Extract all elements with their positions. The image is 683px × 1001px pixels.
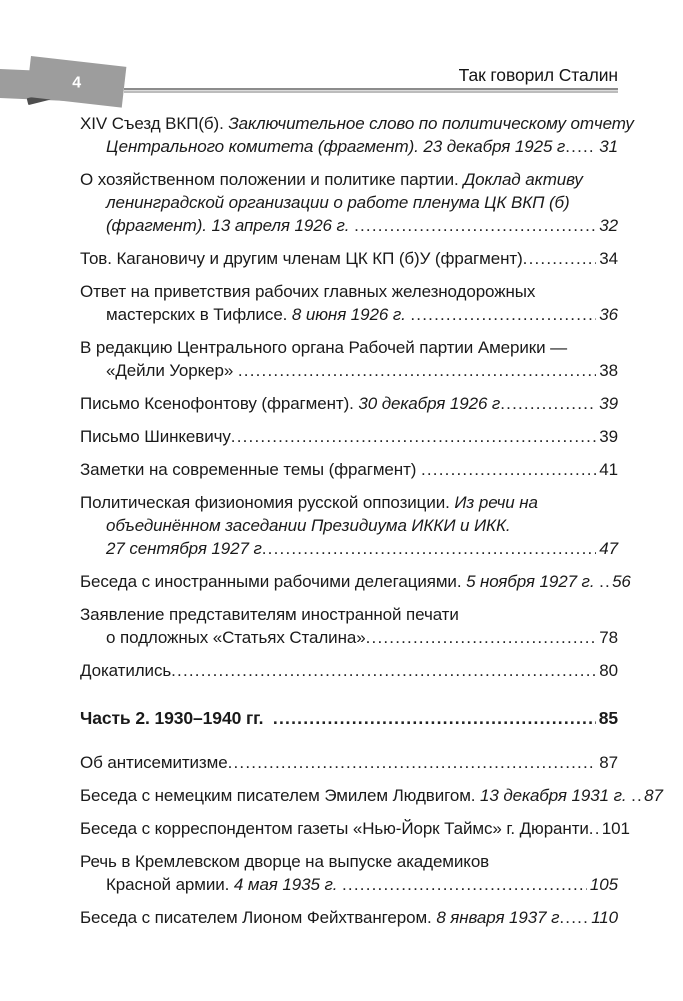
toc-entry <box>80 392 618 415</box>
toc-line <box>80 303 618 326</box>
toc-entry <box>80 603 618 649</box>
toc-text: Заключительное слово по политическому отчету <box>228 114 634 133</box>
toc-text: В редакцию Центрального органа Рабочей партии Америки — <box>80 338 568 357</box>
toc-text: 8 января 1937 г <box>436 908 560 927</box>
dot-leader <box>500 392 596 415</box>
toc-page-number: 31 <box>599 137 618 156</box>
toc-text: Докатились <box>80 661 172 680</box>
dot-leader <box>410 303 596 326</box>
toc-page-number: 36 <box>599 305 618 324</box>
toc-entry <box>80 425 618 448</box>
toc-text: Письмо Шинкевичу <box>80 427 231 446</box>
toc-text: Политическая физиономия русской оппозиции. <box>80 493 455 512</box>
toc-entry <box>80 168 618 237</box>
toc-text: Доклад активу <box>463 170 583 189</box>
toc-text: Красной армии. <box>106 875 234 894</box>
toc-text: 13 декабря 1931 г. <box>480 786 632 805</box>
toc-text: «Дейли Уоркер» <box>106 361 238 380</box>
toc-line <box>80 168 618 191</box>
toc-text: объединённом заседании Президиума ИККИ и ИКК. <box>106 516 511 535</box>
toc-page-number: 87 <box>599 753 618 772</box>
toc-page-number: 85 <box>598 708 618 728</box>
dot-leader <box>599 570 609 593</box>
toc-text: 30 декабря 1926 г <box>358 394 501 413</box>
toc-text: (фрагмент). 13 апреля 1926 г. <box>106 216 355 235</box>
toc-text: О хозяйственном положении и политике партии. <box>80 170 464 189</box>
toc-entry <box>80 570 631 593</box>
dot-leader <box>559 906 588 929</box>
toc-line <box>80 784 663 807</box>
dot-leader <box>171 659 596 682</box>
toc-text: Ответ на приветствия рабочих главных железнодорожных <box>80 282 536 301</box>
toc-page-number: 101 <box>601 819 630 838</box>
dot-leader <box>631 784 641 807</box>
header-rule <box>124 88 618 93</box>
toc-text: 8 июня 1926 г. <box>291 305 411 324</box>
toc-entry <box>80 751 618 774</box>
toc-line <box>80 707 618 730</box>
toc-text: Беседа с корреспондентом газеты «Нью-Йорк Таймс» г. Дюранти <box>80 819 589 838</box>
dot-leader <box>565 135 596 158</box>
running-title: Так говорил Сталин <box>458 65 618 85</box>
toc-page-number: 56 <box>612 572 631 591</box>
toc-text: XIV Съезд ВКП(б). <box>80 114 229 133</box>
toc-text: Беседа с писателем Лионом Фейхтвангером. <box>80 908 437 927</box>
toc-text: Заявление представителям иностранной печати <box>80 605 459 624</box>
toc-text: Тов. Кагановичу и другим членам ЦК КП (б)У (фрагмент) <box>80 249 523 268</box>
toc-page-number: 41 <box>599 460 618 479</box>
toc-entry <box>80 850 618 896</box>
toc-page-number: 34 <box>599 249 618 268</box>
toc-text: Из речи на <box>454 493 538 512</box>
toc-entry <box>80 336 618 382</box>
toc-page-number: 47 <box>599 539 618 558</box>
toc-text: Часть 2. 1930–1940 гг. <box>80 708 273 728</box>
toc-line <box>80 135 618 158</box>
toc-line <box>80 626 618 649</box>
toc-line <box>80 906 618 929</box>
toc-page-number: 110 <box>591 908 618 927</box>
dot-leader <box>228 751 597 774</box>
toc-text: Об антисемитизме <box>80 753 228 772</box>
toc-entry <box>80 817 630 840</box>
toc-line <box>80 537 618 560</box>
toc-line <box>80 112 634 135</box>
toc-line <box>80 751 618 774</box>
toc-text: 4 мая 1935 г. <box>233 875 342 894</box>
toc-line <box>80 336 618 359</box>
toc-text: 27 сентября 1927 г <box>106 539 262 558</box>
dot-leader <box>342 873 587 896</box>
toc-entry <box>80 491 618 560</box>
toc-line <box>80 659 618 682</box>
toc-text: Письмо Ксенофонтову (фрагмент). <box>80 394 359 413</box>
toc-text: мастерских в Тифлисе. <box>106 305 292 324</box>
dot-leader <box>262 537 597 560</box>
dot-leader <box>231 425 597 448</box>
toc-page-number: 80 <box>599 661 618 680</box>
toc-page-number: 78 <box>599 628 618 647</box>
toc-line <box>80 603 618 626</box>
toc-text: Заметки на современные темы (фрагмент) <box>80 460 421 479</box>
toc-line <box>80 214 618 237</box>
toc-page-number: 39 <box>599 427 618 446</box>
toc-page-number: 105 <box>589 875 618 894</box>
toc-text: 5 ноября 1927 г. <box>466 572 600 591</box>
toc-line <box>80 425 618 448</box>
dot-leader <box>421 458 596 481</box>
toc-page-number: 32 <box>599 216 618 235</box>
toc-line <box>80 873 618 896</box>
toc-line <box>80 817 630 840</box>
toc-page-number: 87 <box>644 786 663 805</box>
toc-line <box>80 491 618 514</box>
dot-leader <box>238 359 596 382</box>
toc-line <box>80 570 631 593</box>
toc-line <box>80 247 618 270</box>
toc-line <box>80 850 618 873</box>
toc-text: Беседа с немецким писателем Эмилем Людвигом. <box>80 786 481 805</box>
dot-leader <box>354 214 596 237</box>
toc-text: Речь в Кремлевском дворце на выпуске академиков <box>80 852 490 871</box>
toc-entry <box>80 458 618 481</box>
toc-line <box>80 458 618 481</box>
toc-text: ленинградской организации о работе пленума ЦК ВКП (б) <box>106 193 570 212</box>
toc-part-header <box>80 707 618 730</box>
toc-line <box>80 280 618 303</box>
toc-text: о подложных «Статьях Сталина» <box>106 628 366 647</box>
dot-leader <box>589 817 599 840</box>
dot-leader <box>523 247 597 270</box>
toc-entry <box>80 659 618 682</box>
dot-leader <box>366 626 597 649</box>
toc-entry <box>80 906 618 929</box>
dot-leader <box>273 707 596 730</box>
page-number: 4 <box>71 73 81 91</box>
toc-line <box>80 514 618 537</box>
toc-page-number: 39 <box>599 394 618 413</box>
toc-line <box>80 392 618 415</box>
toc-line <box>80 359 618 382</box>
toc-page-number: 38 <box>599 361 618 380</box>
toc-text: Центрального комитета (фрагмент). 23 декабря 1925 г <box>106 137 566 156</box>
toc-text: Беседа с иностранными рабочими делегациями. <box>80 572 467 591</box>
toc-entry <box>80 247 618 270</box>
toc-entry <box>80 112 634 158</box>
table-of-contents <box>80 112 663 939</box>
toc-line <box>80 191 618 214</box>
toc-entry <box>80 784 663 807</box>
toc-entry <box>80 280 618 326</box>
